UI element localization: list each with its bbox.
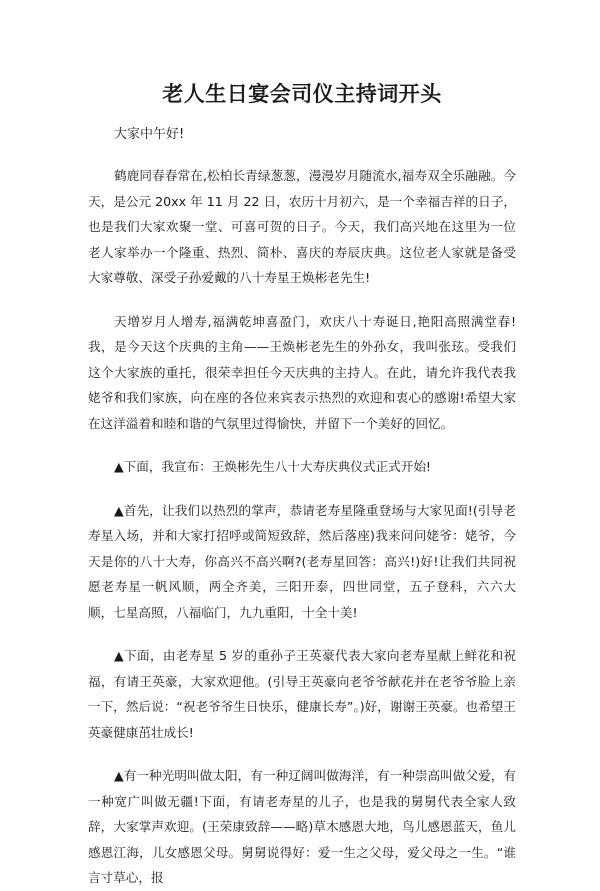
- paragraph-elder-entrance: ▲首先，让我们以热烈的掌声，恭请老寿星隆重登场与大家见面!(引导老寿星入场，并和大家打招呼或简短致辞，然后落座)我来问问姥爷：姥爷，今天是你的八十大寿，你高兴不高兴啊?(老寿星回答：高兴!)好!让我们共同祝愿老寿星一帆风顺，两全齐美，三阳开泰，四世同堂，五子登科，六六大顺，七星高照，八福临门，九九重阳，十全十美!: [88, 502, 516, 620]
- paragraph-opening: 鹤鹿同春春常在,松柏长青绿葱葱，漫漫岁月随流水,福寿双全乐融融。今天，是公元 20xx 年 11 月 22 日，农历十月初六，是一个幸福吉祥的日子，也是我们大家欢聚一堂、可喜可贺的日子。今天，我们高兴地在这里为一位老人家举办一个隆重、热烈、简朴、喜庆的寿辰庆典。这位老人家就是备受大家尊敬、深受子孙爱戴的八十寿星王焕彬老先生!: [88, 168, 516, 285]
- greeting-line: 大家中午好!: [114, 127, 185, 142]
- paragraph-flower-presentation: ▲下面，由老寿星 5 岁的重孙子王英豪代表大家向老寿星献上鲜花和祝福，有请王英豪，大家欢迎他。(引导王英豪向老爷爷献花并在老爷爷脸上亲一下，然后说：“祝老爷爷生日快乐，健康长寿”。)好，谢谢王英豪。也希望王英豪健康茁壮成长!: [88, 648, 516, 740]
- paragraph-son-speech: ▲有一种光明叫做太阳，有一种辽阔叫做海洋，有一种崇高叫做父爱，有一种宽广叫做无疆!下面，有请老寿星的儿子，也是我的舅舅代表全家人致辞，大家掌声欢迎。(王荣康致辞——略)草木感恩大地，鸟儿感恩蓝天，鱼儿感恩江海，儿女感恩父母。舅舅说得好：爱一生之父母，爱父母之一生。“谁言寸草心，报: [88, 768, 516, 885]
- document-title: 老人生日宴会司仪主持词开头: [162, 82, 442, 106]
- paragraph-ceremony-start: ▲下面，我宣布：王焕彬先生八十大寿庆典仪式正式开始!: [114, 459, 431, 474]
- paragraph-host-intro: 天增岁月人增寿,福满乾坤喜盈门，欢庆八十寿诞日,艳阳高照满堂春!我，是今天这个庆典的主角——王焕彬老先生的外孙女，我叫张玹。受我们这个大家族的重托，很荣幸担任今天庆典的主持人。在此，请允许我代表我姥爷和我们家族，向在座的各位来宾表示热烈的欢迎和衷心的感谢!希望大家在这洋溢着和睦和谐的气氛里过得愉快，并留下一个美好的回忆。: [88, 313, 516, 431]
